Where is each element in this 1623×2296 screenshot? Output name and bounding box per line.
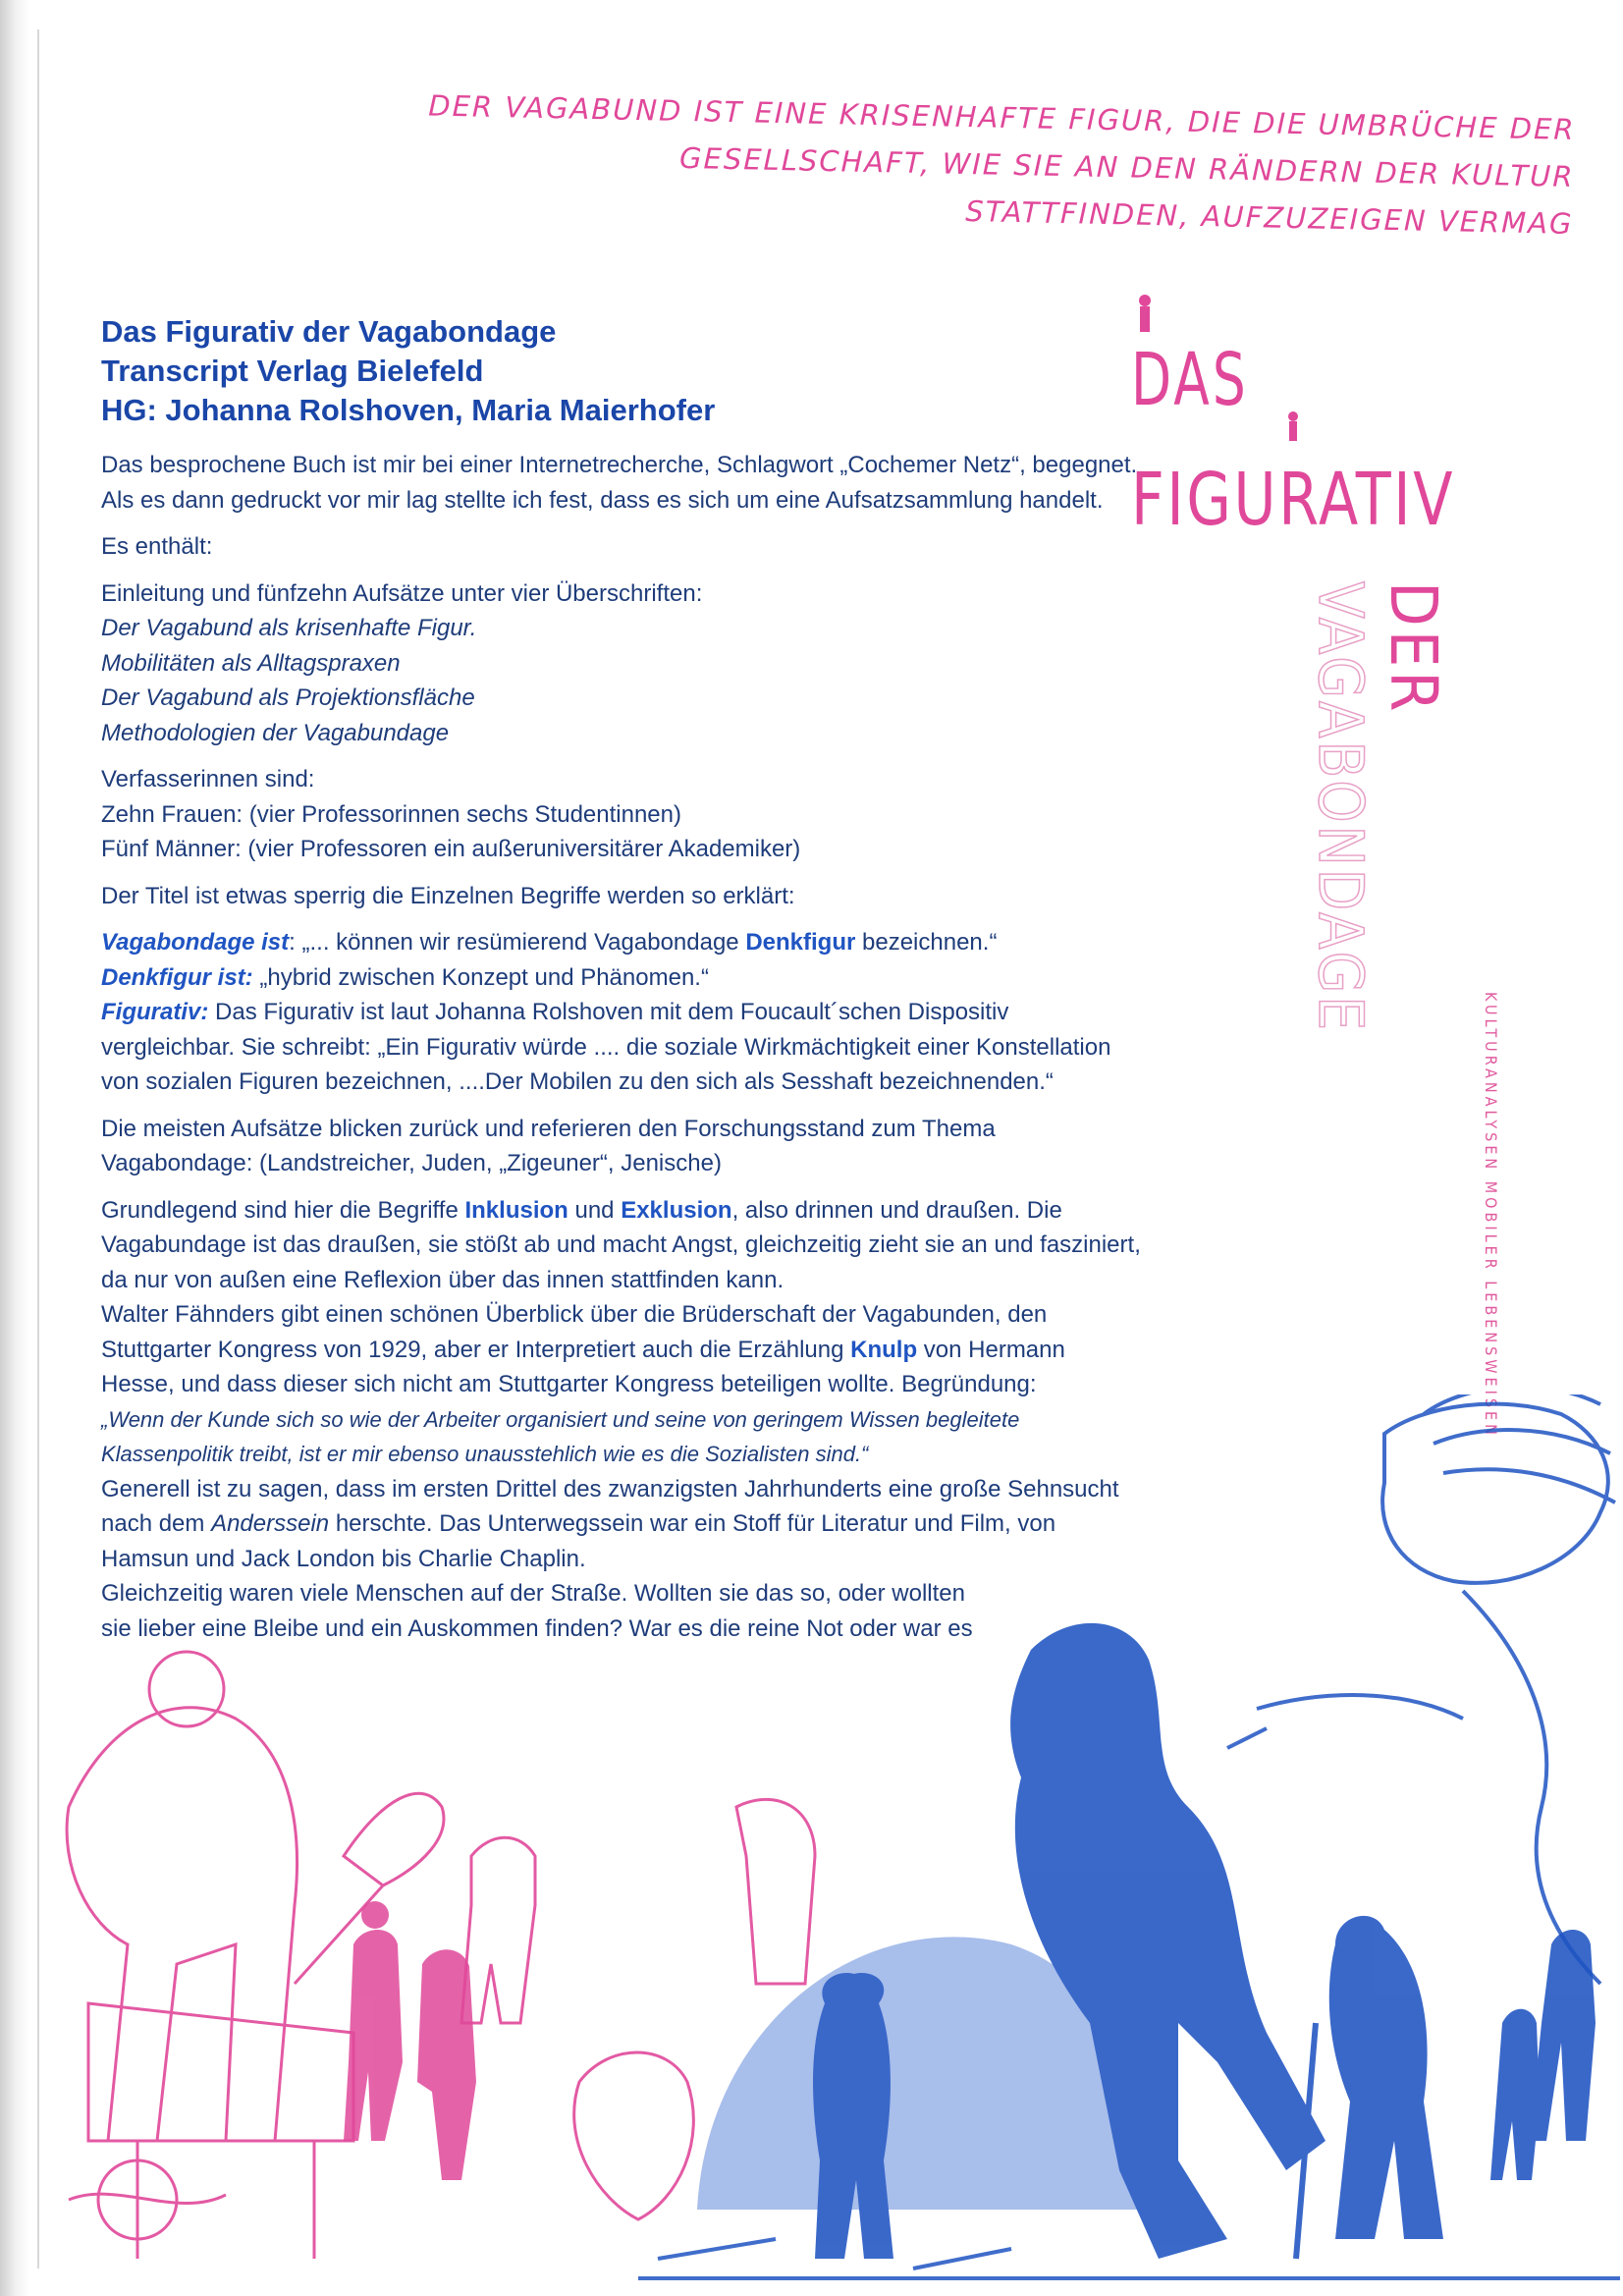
definitions-block [101, 925, 1142, 1100]
rushing-figure [1463, 1591, 1600, 1984]
definition-keyword: Denkfigur [745, 929, 856, 956]
header-quote [395, 82, 1576, 247]
authors-block [101, 762, 1142, 867]
sun-disc [697, 1937, 1149, 2210]
pink-filled-figures [344, 1901, 476, 2180]
faehnders-text: von Hermann Hesse, und dass dieser sich nicht am Stuttgarter Kongress beteiligen wollte. Begründung: [101, 1336, 1065, 1397]
cart-sketch [69, 2003, 353, 2259]
logo-figure-head [1139, 295, 1151, 306]
logo-figure-head [1288, 411, 1298, 421]
definition-text: Das Figurativ ist laut Johanna Rolshoven mit dem Foucault´schen Dispositiv vergleichbar. Sie schreibt: „Ein Figurativ würde .... die soziale Wirkmächtigkeit einer Konstellation von sozialen Figuren bezeichnen, ....Der Mobilen zu den sich als Sesshaft bezeichnenden.“ [101, 999, 1111, 1095]
book-heading [101, 312, 1142, 430]
faehnders-text: Walter Fähnders gibt einen schönen Überblick über die Brüderschaft der Vagabunden, den Stuttgarter Kongress von 1929, aber er Interpretiert auch die Erzählung [101, 1301, 1048, 1363]
logo-word-figurativ: FIGURATIV [1131, 458, 1455, 542]
logo-word-vagabondage: VAGABONDAGE [1305, 581, 1377, 1039]
research-paragraph: Die meisten Aufsätze blicken zurück und referieren den Forschungsstand zum Thema Vagabondage: (Landstreicher, Juden, „Zigeuner“, Jenische) [101, 1115, 996, 1176]
pink-illustration-group [67, 1652, 815, 2259]
flowing-hair [1424, 1394, 1615, 1503]
man-in-hat [813, 1973, 893, 2259]
definition-text: „hybrid zwischen Konzept und Phänomen.“ [252, 963, 709, 991]
standing-man [461, 1837, 535, 2023]
silhouette-head [361, 1901, 389, 1929]
general-text: herschte. Das Unterwegssein war ein Stoff für Literatur und Film, von Hamsun und Jack London bis Charlie Chaplin. [101, 1510, 1056, 1572]
section-heading: Der Vagabund als Projektionsfläche [101, 684, 475, 711]
bearded-figure [736, 1799, 815, 1984]
keyword-knulp: Knulp [850, 1336, 918, 1363]
authors-men: Fünf Männer: (vier Professoren ein außeruniversitärer Akademiker) [101, 836, 801, 862]
keyword-anderssein: Anderssein [211, 1510, 330, 1537]
outstretched-arm [1227, 1695, 1463, 1748]
cart-wheel [98, 2160, 177, 2239]
intro-paragraph: Das besprochene Buch ist mir bei einer Internetrecherche, Schlagwort „Cochemer Netz“, begegnet. Als es dann gedruckt vor mir lag stellte ich fest, dass es sich um eine Aufsatzsammlung handelt. [101, 452, 1138, 514]
review-text [101, 312, 1142, 1658]
contains-label: Es enthält: [101, 533, 213, 560]
section-heading: Der Vagabund als krisenhafte Figur. [101, 615, 477, 641]
book-title: Das Figurativ der Vagabondage [101, 314, 557, 349]
definition-term: Denkfigur ist: [101, 963, 253, 991]
section-heading: Mobilitäten als Alltagspraxen [101, 649, 401, 677]
book-editors: HG: Johanna Rolshoven, Maria Maierhofer [101, 393, 716, 427]
discussion-text: Grundlegend sind hier die Begriffe [101, 1196, 465, 1224]
walking-stick [1296, 2023, 1316, 2259]
small-figure-right [1530, 1930, 1596, 2141]
blue-illustration-group [697, 1623, 1596, 2259]
header-quote-line: DER VAGABUND IST EINE KRISENHAFTE FIGUR, DIE DIE UMBRÜCHE DER [427, 88, 1576, 146]
head-sketch [149, 1652, 224, 1726]
logo-word-das: DAS [1131, 338, 1249, 422]
book-publisher: Transcript Verlag Bielefeld [101, 354, 484, 388]
header-quote-line: STATTFINDEN, AUFZUZEIGEN VERMAG [965, 194, 1574, 241]
header-quote-line: GESELLSCHAFT, WIE SIE AN DEN RÄNDERN DER KULTUR [678, 140, 1575, 193]
title-note: Der Titel ist etwas sperrig die Einzelnen Begriffe werden so erklärt: [101, 882, 795, 909]
definition-text: bezeichnen.“ [855, 929, 998, 956]
general-text: Generell ist zu sagen, dass im ersten Drittel des zwanzigsten Jahrhunderts eine große Sehnsucht nach dem [101, 1475, 1119, 1537]
scanned-page-edge [0, 0, 29, 2296]
street-text-line: Gleichzeitig waren viele Menschen auf der Straße. Wollten sie das so, oder wollten [101, 1580, 965, 1607]
walking-vagabond [1010, 1623, 1325, 2259]
logo-word-der: DER [1376, 581, 1451, 716]
discussion-text: und [568, 1196, 622, 1224]
book-cover-logo [1121, 287, 1475, 1053]
silhouette-woman [417, 1949, 476, 2180]
small-figure-left [1490, 2009, 1540, 2180]
street-text-line: sie lieber eine Bleibe und ein Auskommen finden? War es die reine Not oder war es [101, 1614, 973, 1642]
section-heading: Methodologien der Vagabundage [101, 719, 450, 746]
sections-block [101, 576, 1142, 751]
ground-hatching [638, 2239, 1620, 2278]
keyword-exklusion: Exklusion [621, 1196, 732, 1224]
discussion-block [101, 1193, 1142, 1647]
definition-term: Vagabondage ist [101, 929, 290, 956]
old-man-face [574, 2052, 694, 2219]
authors-women: Zehn Frauen: (vier Professorinnen sechs Studentinnen) [101, 800, 681, 828]
guitar-sketch [295, 1793, 444, 1984]
logo-figure-body [1289, 421, 1297, 441]
hesse-quote: „Wenn der Kunde sich so wie der Arbeiter organisiert und seine von geringem Wissen begleitete Klassenpolitik treibt, ist er mir ebenso unausstehlich wie es die Sozialisten sind.“ [101, 1406, 1020, 1466]
sections-intro: Einleitung und fünfzehn Aufsätze unter vier Überschriften: [101, 579, 703, 607]
cover-subtitle: KULTURANALYSEN MOBILER LEBENSWEISEN [1482, 992, 1500, 1439]
discussion-text: , also drinnen und draußen. Die Vagabundage ist das draußen, sie stößt ab und macht Angst, gleichzeitig zieht sie an und fasziniert, da nur von außen eine Reflexion über das innen stattfinden kann. [101, 1196, 1141, 1293]
walking-figure [67, 1708, 297, 2141]
definition-term: Figurativ: [101, 999, 209, 1025]
authors-intro: Verfasserinnen sind: [101, 766, 315, 793]
silhouette-man [344, 1930, 403, 2141]
walker-with-stick [1329, 1916, 1443, 2239]
keyword-inklusion: Inklusion [464, 1196, 568, 1224]
definition-text: : „... können wir resümierend Vagabondage [289, 929, 746, 956]
